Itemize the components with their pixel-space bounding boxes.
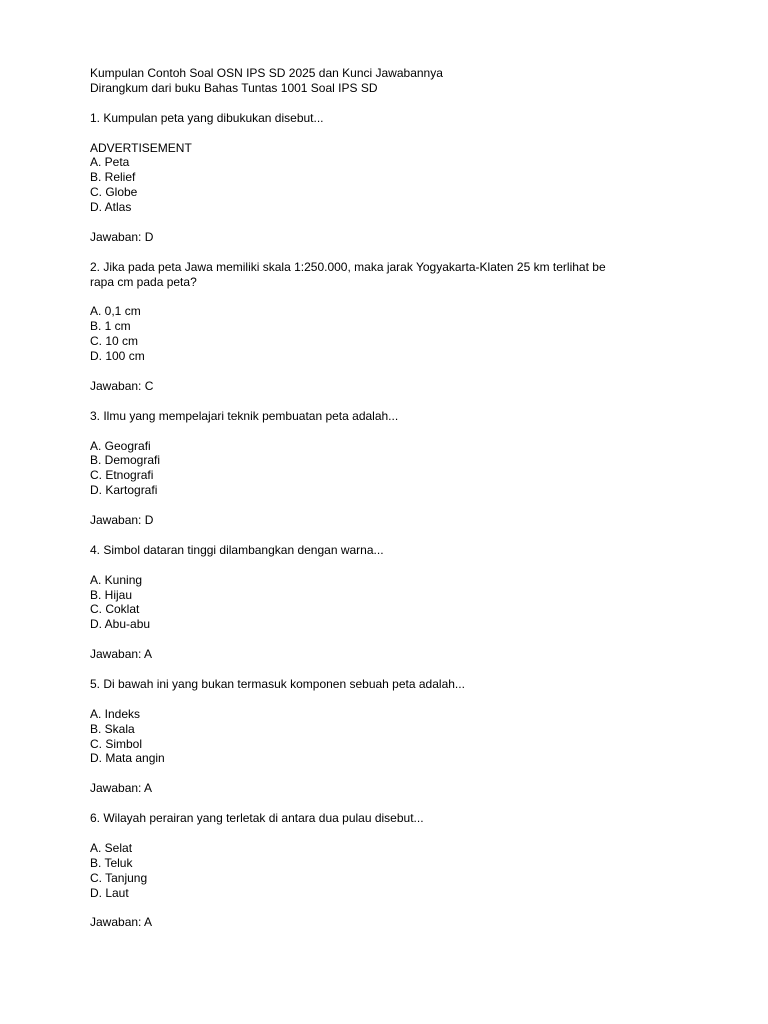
spacer xyxy=(90,126,690,141)
question-3-option-b: B. Demografi xyxy=(90,453,161,468)
question-5-option-a: A. Indeks xyxy=(90,706,141,721)
spacer xyxy=(90,528,690,543)
spacer xyxy=(90,364,690,379)
question-1-option-a: A. Peta xyxy=(90,155,130,170)
question-1-option-d: D. Atlas xyxy=(90,200,132,215)
question-2-text-line-2: rapa cm pada peta? xyxy=(90,274,197,289)
spacer xyxy=(90,245,690,260)
question-6-option-d: D. Laut xyxy=(90,885,129,900)
spacer xyxy=(90,632,690,647)
question-2-option-c: C. 10 cm xyxy=(90,334,139,349)
question-4-option-b: B. Hijau xyxy=(90,587,133,602)
question-1-option-c: C. Globe xyxy=(90,185,138,200)
question-4-option-a: A. Kuning xyxy=(90,572,143,587)
spacer xyxy=(90,498,690,513)
question-2-answer: Jawaban: C xyxy=(90,378,154,393)
question-3-text: 3. Ilmu yang mempelajari teknik pembuatan peta adalah... xyxy=(90,408,399,423)
question-4-option-c: C. Coklat xyxy=(90,602,140,617)
spacer xyxy=(90,215,690,230)
question-1 xyxy=(90,111,690,260)
question-3 xyxy=(90,409,690,543)
question-2-option-a: A. 0,1 cm xyxy=(90,304,141,319)
question-3-option-a: A. Geografi xyxy=(90,438,151,453)
spacer xyxy=(90,424,690,439)
spacer xyxy=(90,796,690,811)
question-6-option-c: C. Tanjung xyxy=(90,870,148,885)
question-4-answer: Jawaban: A xyxy=(90,647,153,662)
document-subtitle: Dirangkum dari buku Bahas Tuntas 1001 Soal IPS SD xyxy=(90,80,378,95)
document-page xyxy=(90,66,690,930)
question-2 xyxy=(90,260,690,409)
question-6-text: 6. Wilayah perairan yang terletak di antara dua pulau disebut... xyxy=(90,811,424,826)
spacer xyxy=(90,900,690,915)
question-5-option-c: C. Simbol xyxy=(90,736,143,751)
question-3-option-c: C. Etnografi xyxy=(90,468,154,483)
spacer xyxy=(90,766,690,781)
spacer xyxy=(90,96,690,111)
spacer xyxy=(90,692,690,707)
question-5-answer: Jawaban: A xyxy=(90,781,153,796)
question-4 xyxy=(90,543,690,677)
question-1-text: 1. Kumpulan peta yang dibukukan disebut... xyxy=(90,110,324,125)
question-1-answer: Jawaban: D xyxy=(90,229,154,244)
question-5 xyxy=(90,677,690,811)
question-2-option-b: B. 1 cm xyxy=(90,319,131,334)
question-2-text-line-1: 2. Jika pada peta Jawa memiliki skala 1:250.000, maka jarak Yogyakarta-Klaten 25 km terlihat be xyxy=(90,259,606,274)
question-4-text: 4. Simbol dataran tinggi dilambangkan dengan warna... xyxy=(90,542,384,557)
question-5-text: 5. Di bawah ini yang bukan termasuk komponen sebuah peta adalah... xyxy=(90,676,465,691)
question-1-option-b: B. Relief xyxy=(90,170,136,185)
question-6-option-a: A. Selat xyxy=(90,840,133,855)
spacer xyxy=(90,558,690,573)
question-2-option-d: D. 100 cm xyxy=(90,349,145,364)
spacer xyxy=(90,394,690,409)
question-5-option-d: D. Mata angin xyxy=(90,751,165,766)
question-4-option-d: D. Abu-abu xyxy=(90,617,151,632)
spacer xyxy=(90,290,690,305)
advertisement-label: ADVERTISEMENT xyxy=(90,140,192,155)
question-6 xyxy=(90,811,690,930)
question-6-option-b: B. Teluk xyxy=(90,855,133,870)
question-5-option-b: B. Skala xyxy=(90,721,135,736)
spacer xyxy=(90,662,690,677)
question-6-answer: Jawaban: A xyxy=(90,915,153,930)
question-3-answer: Jawaban: D xyxy=(90,513,154,528)
spacer xyxy=(90,826,690,841)
document-title: Kumpulan Contoh Soal OSN IPS SD 2025 dan Kunci Jawabannya xyxy=(90,66,443,80)
question-3-option-d: D. Kartografi xyxy=(90,483,158,498)
